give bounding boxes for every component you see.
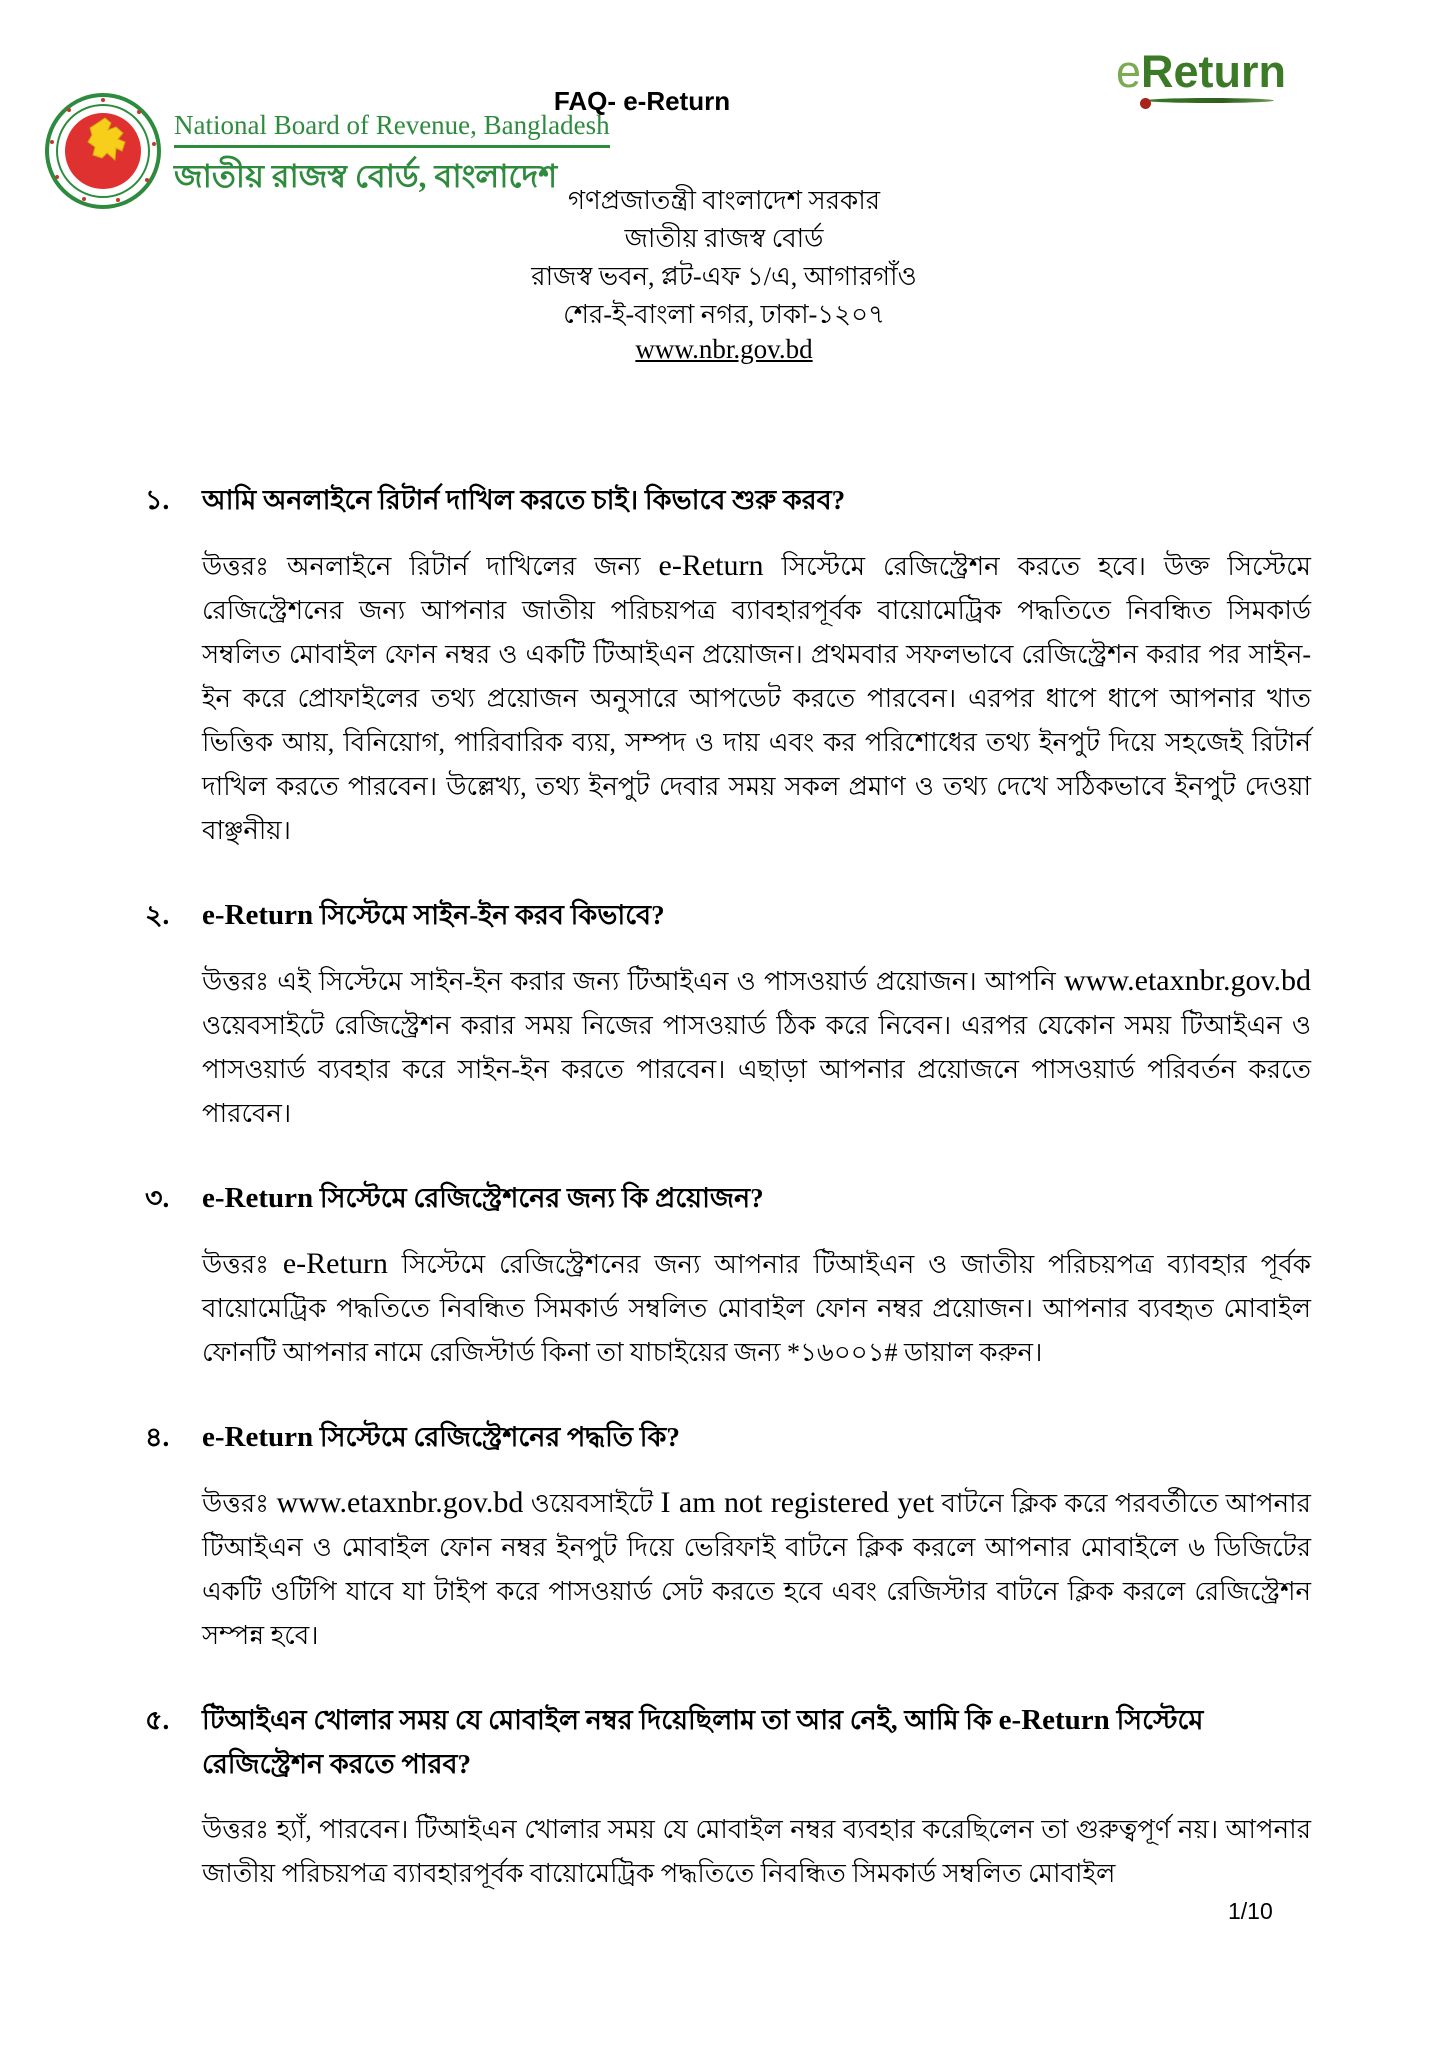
latin-segment: e-Return [202, 899, 314, 931]
bangla-segment: সিস্টেমে রেজিস্ট্রেশনের পদ্ধতি কি? [313, 1422, 680, 1452]
faq-question [145, 1698, 1311, 1786]
question-text [202, 893, 1311, 937]
page-number: 1/10 [1228, 1898, 1273, 1924]
faq-question [145, 478, 1311, 522]
question-number: ৫. [145, 1705, 170, 1735]
faq-item [145, 893, 1311, 1136]
bangla-segment: উত্তরঃ এই সিস্টেমে সাইন-ইন করার জন্য টিআইএন ও পাসওয়ার্ড প্রয়োজন। আপনি [202, 967, 1065, 996]
ereturn-logo [1116, 48, 1286, 103]
ereturn-logo-swoosh-icon [1146, 98, 1274, 103]
question-text [202, 1176, 1311, 1220]
faq-question [145, 893, 1311, 937]
bangla-segment: টিআইএন খোলার সময় যে মোবাইল নম্বর দিয়েছিলাম তা আর নেই, আমি কি [202, 1705, 999, 1735]
bangla-segment: উত্তরঃ [202, 1489, 277, 1518]
nbr-org-name-bangla: জাতীয় রাজস্ব বোর্ড, বাংলাদেশ [174, 158, 558, 194]
latin-segment: e-Return [202, 1421, 314, 1453]
latin-segment: www.etaxnbr.gov.bd [276, 1486, 524, 1519]
latin-segment: e-Return [202, 1182, 314, 1214]
bangla-segment: সিস্টেমে রেজিস্ট্রেশন করতে পারব? [202, 1705, 1204, 1779]
faq-item [145, 1176, 1311, 1375]
faq-answer [202, 1481, 1311, 1658]
latin-segment: e-Return [282, 1247, 388, 1280]
address-line: জাতীয় রাজস্ব বোর্ড [624, 224, 824, 253]
faq-list [145, 478, 1311, 1896]
question-number: ১. [145, 485, 170, 515]
nbr-website-link[interactable]: www.nbr.gov.bd [635, 334, 813, 364]
address-line: শের-ই-বাংলা নগর, ঢাকা-১২০৭ [563, 300, 885, 329]
faq-question [145, 1415, 1311, 1459]
faq-answer [202, 1242, 1311, 1375]
bangla-segment: সিস্টেমে রেজিস্ট্রেশনের জন্য কি প্রয়োজন? [313, 1183, 764, 1213]
bangla-segment: উত্তরঃ হ্যাঁ, পারবেন। টিআইএন খোলার সময় যে মোবাইল নম্বর ব্যবহার করেছিলেন তা গুরুত্বপূর্ণ নয়। আপনার জাতীয় পরিচয়পত্র ব্যাবহারপূর্বক বায়োমেট্রিক পদ্ধতিতে নিবন্ধিত সিমকার্ড সম্বলিত মোবাইল [202, 1815, 1311, 1888]
bangla-segment: সিস্টেমে রেজিস্ট্রেশন করতে হবে। উক্ত সিস্টেমে রেজিস্ট্রেশনের জন্য আপনার জাতীয় পরিচয়পত্র ব্যাবহারপূর্বক বায়োমেট্রিক পদ্ধতিতে নিবন্ধিত সিমকার্ড সম্বলিত মোবাইল ফোন নম্বর ও একটি টিআইএন প্রয়োজন। প্রথমবার সফলভাবে রেজিস্ট্রেশন করার পর সাইন-ইন করে প্রোফাইলের তথ্য প্রয়োজন অনুসারে আপডেট করতে পারবেন। এরপর ধাপে ধাপে আপনার খাত ভিত্তিক আয়, বিনিয়োগ, পারিবারিক ব্যয়, সম্পদ ও দায় এবং কর পরিশোধের তথ্য ইনপুট দিয়ে সহজেই রিটার্ন দাখিল করতে পারবেন। উল্লেখ্য, তথ্য ইনপুট দেবার সময় সকল প্রমাণ ও তথ্য দেখে সঠিকভাবে ইনপুট দেওয়া বাঞ্ছনীয়। [202, 552, 1311, 845]
nbr-seal-icon [44, 92, 162, 210]
question-text [202, 1415, 1311, 1459]
bangla-segment: ওয়েবসাইটে [523, 1489, 661, 1518]
question-number: ২. [145, 900, 170, 930]
question-number: ৩. [145, 1183, 170, 1213]
ereturn-logo-return: Return [1141, 46, 1287, 97]
bangla-segment: আমি অনলাইনে রিটার্ন দাখিল করতে চাই। কিভাবে শুরু করব? [202, 485, 846, 515]
bangla-segment: সিস্টেমে রেজিস্ট্রেশনের জন্য আপনার টিআইএন ও জাতীয় পরিচয়পত্র ব্যাবহার পূর্বক বায়োমেট্রিক পদ্ধতিতে নিবন্ধিত সিমকার্ড সম্বলিত মোবাইল ফোন নম্বর প্রয়োজন। আপনার ব্যবহৃত মোবাইল ফোনটি আপনার নামে রেজিস্টার্ড কিনা তা যাচাইয়ের জন্য *১৬০০১# ডায়াল করুন। [202, 1250, 1312, 1367]
latin-segment: www.etaxnbr.gov.bd [1064, 964, 1311, 997]
nbr-org-name-english: National Board of Revenue, Bangladesh [174, 110, 610, 148]
faq-item [145, 1415, 1311, 1658]
faq-item [145, 1698, 1311, 1896]
bangla-segment: সিস্টেমে সাইন-ইন করব কিভাবে? [313, 900, 665, 930]
faq-answer [202, 959, 1311, 1136]
faq-answer [202, 544, 1311, 853]
ereturn-logo-e: e [1116, 46, 1142, 97]
question-text [202, 478, 1311, 522]
ereturn-logo-dot-icon [1140, 98, 1151, 109]
question-text [202, 1698, 1311, 1786]
address-line: রাজস্ব ভবন, প্লট-এফ ১/এ, আগারগাঁও [531, 262, 917, 291]
latin-segment: I am not registered yet [660, 1486, 935, 1519]
question-number: ৪. [145, 1422, 170, 1452]
bangla-segment: বাটনে ক্লিক করে পরবর্তীতে আপনার টিআইএন ও মোবাইল ফোন নম্বর ইনপুট দিয়ে ভেরিফাই বাটনে ক্লিক করলে আপনার মোবাইলে ৬ ডিজিটের একটি ওটিপি যাবে যা টাইপ করে পাসওয়ার্ড সেট করতে হবে এবং রেজিস্টার বাটনে ক্লিক করলে রেজিস্ট্রেশন সম্পন্ন হবে। [202, 1489, 1311, 1650]
bangla-segment: উত্তরঃ [202, 1250, 283, 1279]
bangla-segment: ওয়েবসাইটে রেজিস্ট্রেশন করার সময় নিজের পাসওয়ার্ড ঠিক করে নিবেন। এরপর যেকোন সময় টিআইএন ও পাসওয়ার্ড ব্যবহার করে সাইন-ইন করতে পারবেন। এছাড়া আপনার প্রয়োজনে পাসওয়ার্ড পরিবর্তন করতে পারবেন। [202, 1011, 1311, 1128]
address-line: গণপ্রজাতন্ত্রী বাংলাদেশ সরকার [567, 186, 881, 215]
faq-question [145, 1176, 1311, 1220]
page-title: FAQ- e-Return [553, 86, 731, 116]
latin-segment: e-Return [998, 1704, 1110, 1736]
latin-segment: e-Return [658, 549, 764, 582]
faq-item [145, 478, 1311, 853]
faq-answer [202, 1808, 1311, 1896]
bangla-segment: উত্তরঃ অনলাইনে রিটার্ন দাখিলের জন্য [202, 552, 659, 581]
govt-address [424, 182, 1024, 334]
ereturn-logo-text [1116, 48, 1286, 96]
